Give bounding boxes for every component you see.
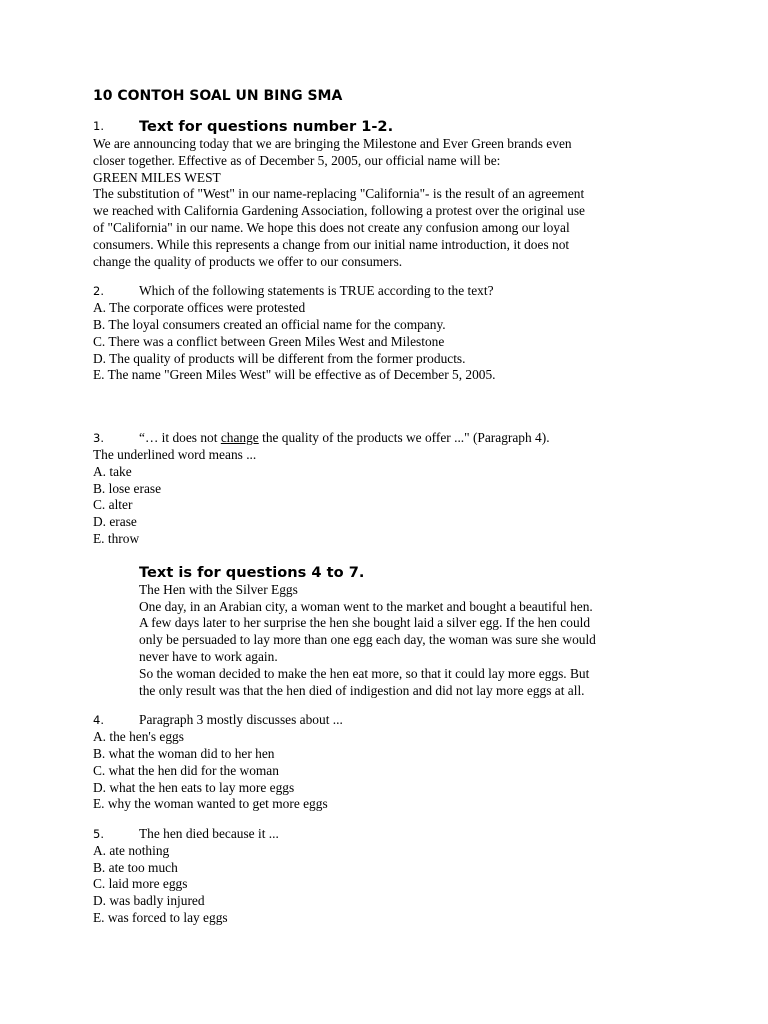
question-4-options [93,729,693,813]
document-title: 10 CONTOH SOAL UN BING SMA [93,88,343,104]
question-text: Which of the following statements is TRUE according to the text? [139,283,494,299]
question-text: Paragraph 3 mostly discusses about ... [139,712,343,728]
answer-option: D. what the hen eats to lay more eggs [93,779,295,795]
question-subtext: The underlined word means ... [93,446,257,462]
answer-option: B. lose erase [93,480,162,496]
passage-line: never have to work again. [139,648,278,664]
answer-option: E. was forced to lay eggs [93,910,228,926]
question-number: 2. [93,284,104,299]
answer-option: E. throw [93,530,140,546]
question-text: The hen died because it ... [139,826,279,842]
answer-option: A. the hen's eggs [93,729,184,745]
passage-line: of "California" in our name. We hope this does not create any confusion among our loyal [93,219,570,235]
answer-option: D. was badly injured [93,893,205,909]
answer-option: A. take [93,463,132,479]
answer-option: E. why the woman wanted to get more eggs [93,796,328,812]
question-number: 4. [93,713,104,728]
text-heading-4-7: Text is for questions 4 to 7. [139,563,365,581]
answer-option: B. what the woman did to her hen [93,745,275,761]
answer-option: D. erase [93,514,137,530]
question-5-options [93,843,693,927]
passage-line: A few days later to her surprise the hen she bought laid a silver egg. If the hen could [139,615,591,631]
passage-line: We are announcing today that we are bringing the Milestone and Ever Green brands even [93,136,572,151]
answer-option: A. The corporate offices were protested [93,300,306,316]
passage-1 [93,136,693,270]
text-heading-1-2: Text for questions number 1-2. [139,118,394,135]
passage-line: So the woman decided to make the hen eat more, so that it could lay more eggs. But [139,665,590,681]
question-text-post: the quality of the products we offer ..." (Paragraph 4). [258,430,550,446]
answer-option: C. laid more eggs [93,876,188,892]
document-page [93,86,693,927]
question-1-heading-line [93,118,693,136]
answer-option: C. what the hen did for the woman [93,762,279,778]
passage-line: closer together. Effective as of December 5, 2005, our official name will be: [93,152,501,168]
answer-option: D. The quality of products will be different from the former products. [93,350,466,366]
question-4 [93,712,693,729]
answer-option: B. ate too much [93,859,178,875]
question-3-options [93,447,693,548]
question-number: 3. [93,431,104,446]
passage-line: change the quality of products we offer to our consumers. [93,253,403,269]
underlined-word: change [220,430,259,446]
answer-option: C. alter [93,497,133,513]
passage-line: GREEN MILES WEST [93,169,221,185]
passage-line: we reached with California Gardening Association, following a protest over the original use [93,203,585,219]
question-number: 5. [93,827,104,842]
question-number: 1. [93,119,104,133]
passage-line: The substitution of "West" in our name-replacing "California"- is the result of an agreement [93,186,585,202]
question-3 [93,430,693,447]
passage-line: the only result was that the hen died of indigestion and did not lay more eggs at all. [139,682,585,698]
question-2-options [93,300,693,384]
passage-line: consumers. While this represents a change from our initial name introduction, it does not [93,236,570,252]
question-2 [93,283,693,300]
question-5 [93,826,693,843]
answer-option: B. The loyal consumers created an official name for the company. [93,316,446,332]
story-title: The Hen with the Silver Eggs [139,581,298,597]
passage-line: only be persuaded to lay more than one egg each day, the woman was sure she would [139,632,596,648]
answer-option: C. There was a conflict between Green Miles West and Milestone [93,333,445,349]
passage-2 [93,564,693,700]
answer-option: E. The name "Green Miles West" will be effective as of December 5, 2005. [93,367,496,383]
answer-option: A. ate nothing [93,842,170,858]
passage-line: One day, in an Arabian city, a woman went to the market and bought a beautiful hen. [139,598,593,614]
question-text-pre: “… it does not [139,430,221,446]
